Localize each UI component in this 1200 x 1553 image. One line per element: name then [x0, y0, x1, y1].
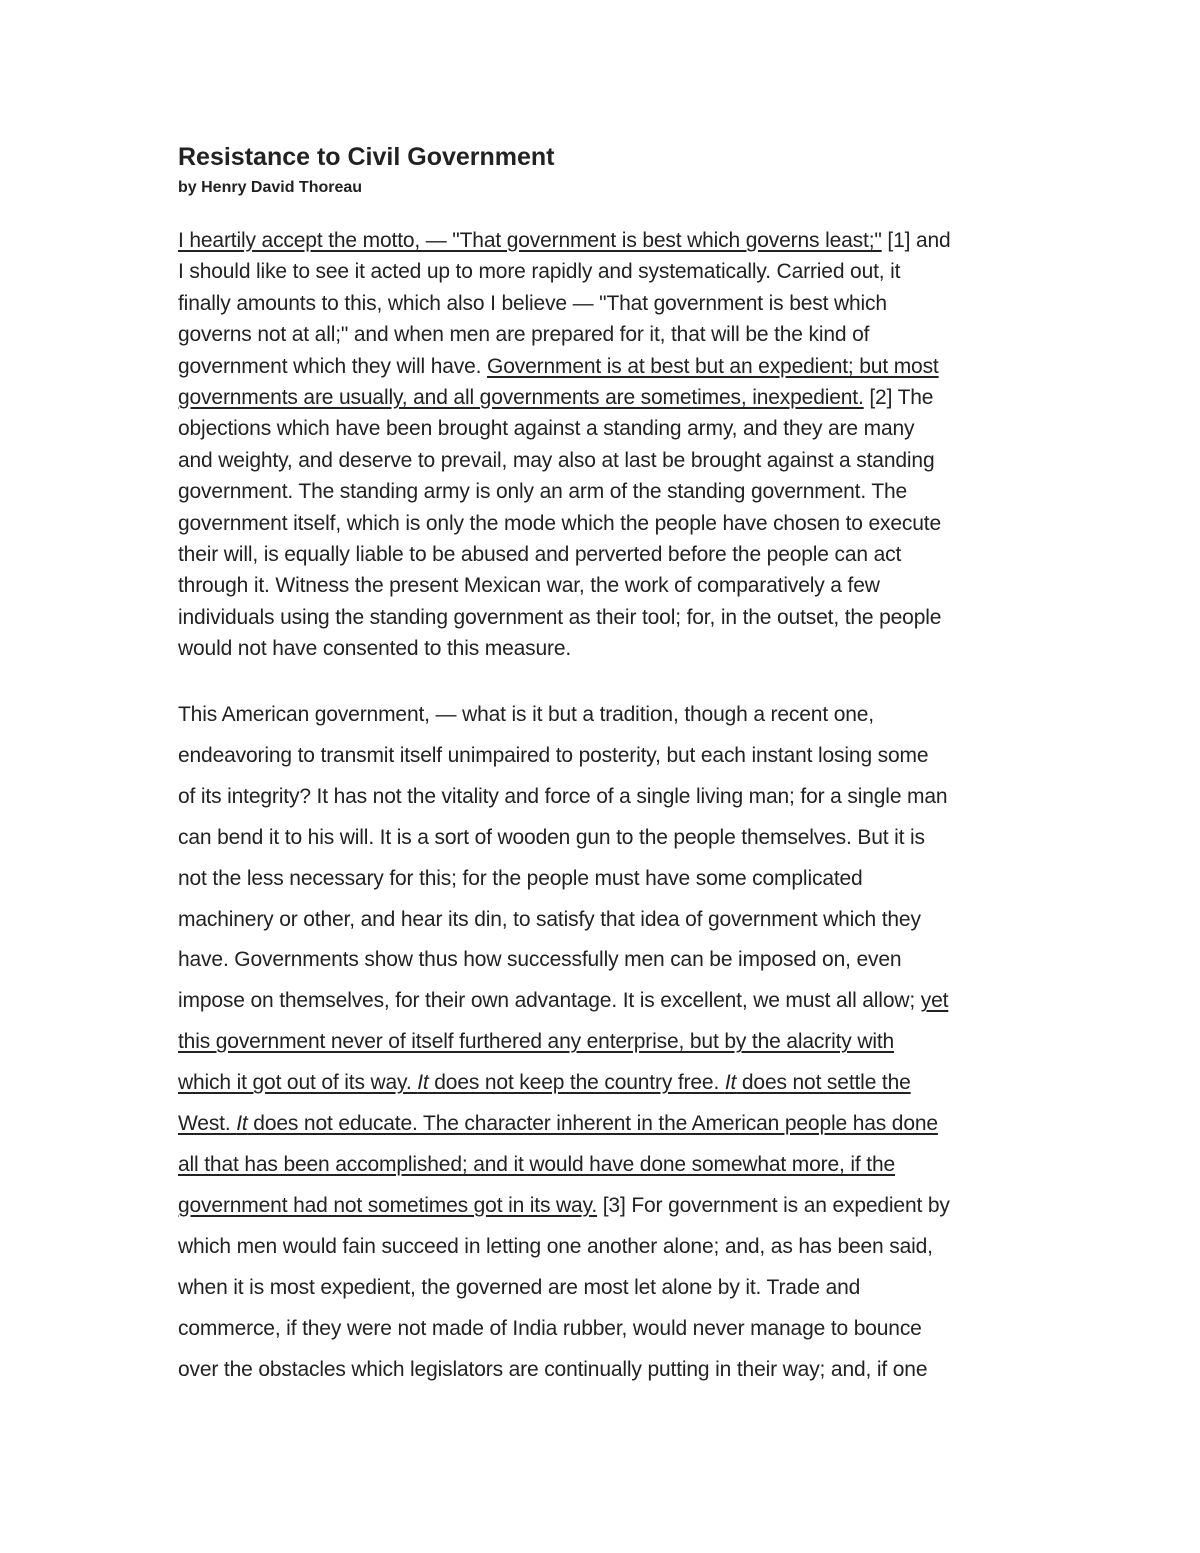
footnote-ref-1: [1] and — [881, 229, 951, 252]
text-line: I should like to see it acted up to more rapidly and systematically. Carried out, it — [178, 260, 901, 284]
underlined-text: this government never of itself furthered any enterprise, but by the alacrity with — [178, 1030, 895, 1054]
text-line: can bend it to his will. It is a sort of wooden gun to the people themselves. But it is — [178, 825, 925, 849]
underlined-text — [178, 1071, 911, 1094]
italic-emphasis: It — [417, 1071, 429, 1095]
underlined-text: Government is at best but an expedient; but most — [487, 354, 939, 378]
text-line — [178, 1063, 1078, 1104]
text-line: commerce, if they were not made of India rubber, would never manage to bounce — [178, 1316, 922, 1340]
text-line: and weighty, and deserve to prevail, may also at last be brought against a standing — [178, 448, 935, 472]
underlined-text: all that has been accomplished; and it would have done somewhat more, if the — [178, 1152, 896, 1176]
text-line — [178, 225, 1078, 256]
underlined-segment: which it got out of its way. — [178, 1071, 418, 1095]
underlined-text — [178, 1112, 938, 1135]
text-line: when it is most expedient, the governed are most let alone by it. Trade and — [178, 1275, 861, 1299]
plain-text: impose on themselves, for their own advantage. It is excellent, we must all allow; — [178, 989, 921, 1013]
paragraph-1 — [178, 225, 1078, 665]
text-line — [178, 351, 1078, 382]
text-line: which men would fain succeed in letting one another alone; and, as has been said, — [178, 1234, 933, 1258]
text-line: over the obstacles which legislators are continually putting in their way; and, if one — [178, 1357, 928, 1381]
text-line: would not have consented to this measure. — [178, 637, 572, 661]
underlined-text: yet — [920, 989, 949, 1013]
text-line: objections which have been brought against a standing army, and they are many — [178, 417, 915, 441]
text-line: government. The standing army is only an arm of the standing government. The — [178, 480, 908, 504]
text-line — [178, 1145, 1078, 1186]
text-line — [178, 1022, 1078, 1063]
text-line: governs not at all;" and when men are prepared for it, that will be the kind of — [178, 323, 870, 347]
text-line: government itself, which is only the mode which the people have chosen to execute — [178, 511, 941, 535]
text-line: This American government, — what is it but a tradition, though a recent one, — [178, 703, 874, 726]
text-line: finally amounts to this, which also I believe — "That government is best which — [178, 291, 887, 315]
document-title: Resistance to Civil Government — [178, 143, 555, 171]
underlined-text: government had not sometimes got in its way. — [178, 1193, 598, 1217]
underlined-text: I heartily accept the motto, — "That government is best which governs least;" — [178, 229, 882, 252]
underlined-segment: does not educate. The character inherent in the American people has done — [247, 1112, 938, 1136]
footnote-ref-2: [2] The — [863, 386, 934, 410]
italic-emphasis: It — [724, 1071, 737, 1095]
document-byline: by Henry David Thoreau — [178, 179, 363, 196]
plain-text: government which they will have. — [178, 354, 488, 378]
text-line — [178, 981, 1078, 1022]
footnote-ref-3: [3] For government is an expedient by — [597, 1193, 950, 1217]
text-line — [178, 382, 1078, 413]
paragraph-2 — [178, 695, 1078, 1390]
text-line: of its integrity? It has not the vitality and force of a single living man; for a single man — [178, 784, 948, 808]
underlined-segment: West. — [178, 1112, 237, 1136]
text-line — [178, 1186, 1078, 1227]
text-line: machinery or other, and hear its din, to satisfy that idea of government which they — [178, 907, 921, 931]
italic-emphasis: It — [236, 1112, 248, 1136]
text-line: individuals using the standing government as their tool; for, in the outset, the people — [178, 605, 942, 629]
underlined-segment: does not keep the country free. — [428, 1071, 725, 1095]
text-line: have. Governments show thus how successfully men can be imposed on, even — [178, 948, 902, 972]
text-line: through it. Witness the present Mexican war, the work of comparatively a few — [178, 574, 880, 598]
text-line: their will, is equally liable to be abused and perverted before the people can act — [178, 543, 902, 567]
text-line: not the less necessary for this; for the people must have some complicated — [178, 866, 863, 890]
text-line — [178, 1104, 1078, 1145]
underlined-text: governments are usually, and all governments are sometimes, inexpedient. — [178, 386, 864, 410]
underlined-segment: does not settle the — [736, 1071, 911, 1095]
text-line: endeavoring to transmit itself unimpaired to posterity, but each instant losing some — [178, 743, 929, 767]
